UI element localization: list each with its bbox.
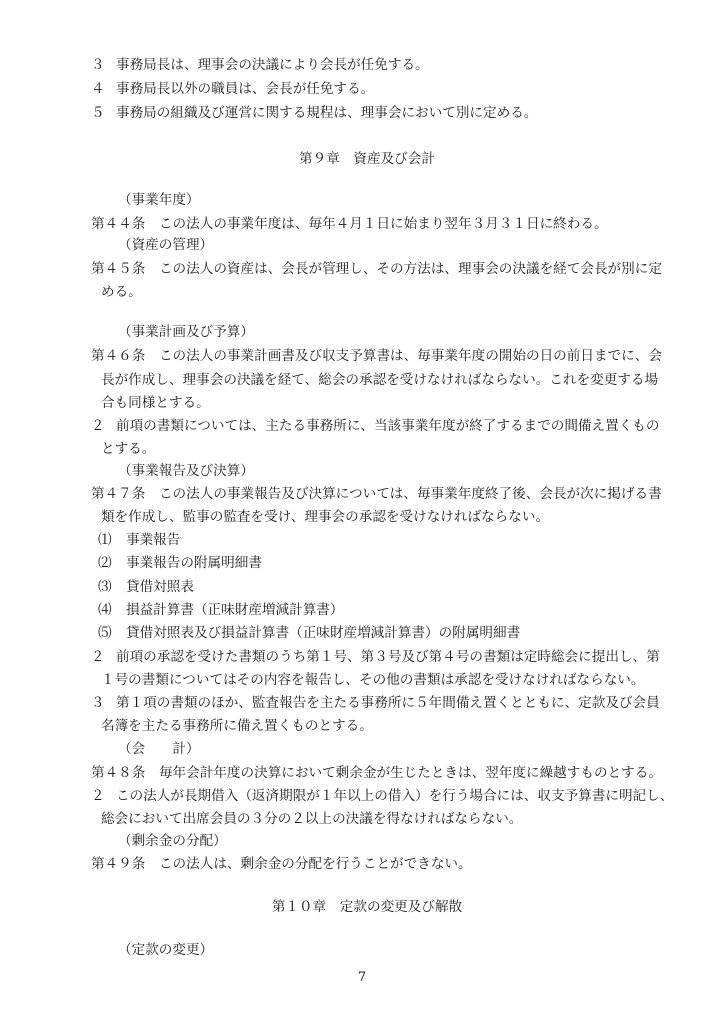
paragraph-line [0,807,724,831]
article-caption: （事業報告及び決算） [118,463,254,479]
article-text: 第４７条 この法人の事業報告及び決算については、毎事業年度終了後、会長が次に掲げる書 [91,486,662,502]
paragraph-text: 第１項の書類のほか、監査報告を主たる事務所に５年間備え置くとともに、定款及び会員 [116,695,660,711]
paragraph-line [0,668,724,692]
chapter-heading-line [0,147,724,171]
paragraph-line [0,77,724,101]
paragraph-text: 前項の書類については、主たる事務所に、当該事業年度が終了するまでの間備え置くもの [116,418,660,434]
paragraph-text: とする。 [101,441,156,457]
article-caption: （事業計画及び予算） [118,324,254,340]
paragraph-number: ４ [91,81,105,97]
list-item [0,621,724,645]
list-item-text: 事業報告 [126,532,181,548]
article-caption: （定款の変更） [118,942,214,958]
list-item [0,575,724,599]
article-line [0,280,724,304]
page-number-line [0,966,724,990]
list-item [0,551,724,575]
paragraph-text: この法人が長期借入（返済期限が１年以上の借入）を行う場合には、収支予算書に明記し、 [116,788,674,804]
paragraph-line [0,784,724,808]
paragraph-number: ３ [91,695,105,711]
chapter-heading: 第１０章 定款の変更及び解散 [271,899,463,915]
article-caption-line [0,188,724,212]
list-item-text: 損益計算書（正味財産増減計算書） [126,602,344,618]
paragraph-number: ２ [91,649,105,665]
article-text: める。 [101,284,142,300]
article-caption: （資産の管理） [118,237,214,253]
article-text: 第４４条 この法人の事業年度は、毎年４月１日に始まり翌年３月３１日に終わる。 [91,216,608,232]
paragraph-line [0,714,724,738]
list-item-text: 貸借対照表及び損益計算書（正味財産増減計算書）の附属明細書 [126,625,521,641]
chapter-heading-line [0,895,724,919]
list-item-number: ⑴ [98,532,112,548]
article-line [0,761,724,785]
article-caption-line [0,737,724,761]
list-item-number: ⑸ [98,625,112,641]
article-line [0,391,724,415]
article-caption-line [0,938,724,962]
paragraph-text: 名簿を主たる事務所に備え置くものとする。 [101,718,373,734]
article-text: 第４５条 この法人の資産は、会長が管理し、その方法は、理事会の決議を経て会長が別に定 [91,261,662,277]
article-text: 第４９条 この法人は、剰余金の分配を行うことができない。 [91,856,472,872]
paragraph-text: 前項の承認を受けた書類のうち第１号、第３号及び第４号の書類は定時総会に提出し、第 [116,649,660,665]
article-caption: （会 計） [118,741,200,757]
article-caption: （剰余金の分配） [118,833,227,849]
list-item-text: 事業報告の附属明細書 [126,555,262,571]
article-text: 第４６条 この法人の事業計画書及び収支予算書は、毎事業年度の開始の日の前日までに、会 [91,348,662,364]
paragraph-text: 事務局の組織及び運営に関する規程は、理事会において別に定める。 [116,105,538,121]
article-line [0,344,724,368]
paragraph-number: ３ [91,57,105,73]
paragraph-text: 事務局長以外の職員は、会長が任免する。 [116,81,375,97]
list-item [0,528,724,552]
paragraph-number: ２ [91,788,105,804]
article-caption-line [0,459,724,483]
article-line [0,257,724,281]
paragraph-line [0,437,724,461]
paragraph-line [0,645,724,669]
article-text: 長が作成し、理事会の決議を経て、総会の承認を受けなければならない。これを変更する場 [101,372,659,388]
article-line [0,482,724,506]
article-text: 類を作成し、監事の監査を受け、理事会の承認を受けなければならない。 [101,509,550,525]
article-line [0,505,724,529]
article-caption-line [0,320,724,344]
article-caption: （事業年度） [118,192,200,208]
article-caption-line [0,829,724,853]
page-number: 7 [357,970,367,985]
list-item [0,598,724,622]
article-caption-line [0,233,724,257]
list-item-number: ⑶ [98,579,112,595]
paragraph-text: 総会において出席会員の３分の２以上の決議を得なければならない。 [101,811,523,827]
list-item-text: 貸借対照表 [126,579,194,595]
paragraph-text: １号の書類についてはその内容を報告し、その他の書類は承認を受けなければならない。 [101,672,645,688]
article-text: 合も同様とする。 [101,395,210,411]
paragraph-line [0,414,724,438]
list-item-number: ⑷ [98,602,112,618]
chapter-heading: 第９章 資産及び会計 [299,151,435,167]
paragraph-number: ５ [91,105,105,121]
paragraph-line [0,53,724,77]
article-text: 第４８条 毎年会計年度の決算において剰余金が生じたときは、翌年度に繰越すものとする。 [91,765,662,781]
paragraph-text: 事務局長は、理事会の決議により会長が任免する。 [116,57,429,73]
paragraph-line [0,101,724,125]
paragraph-number: ２ [91,418,105,434]
list-item-number: ⑵ [98,555,112,571]
paragraph-line [0,691,724,715]
article-line [0,368,724,392]
article-line [0,852,724,876]
